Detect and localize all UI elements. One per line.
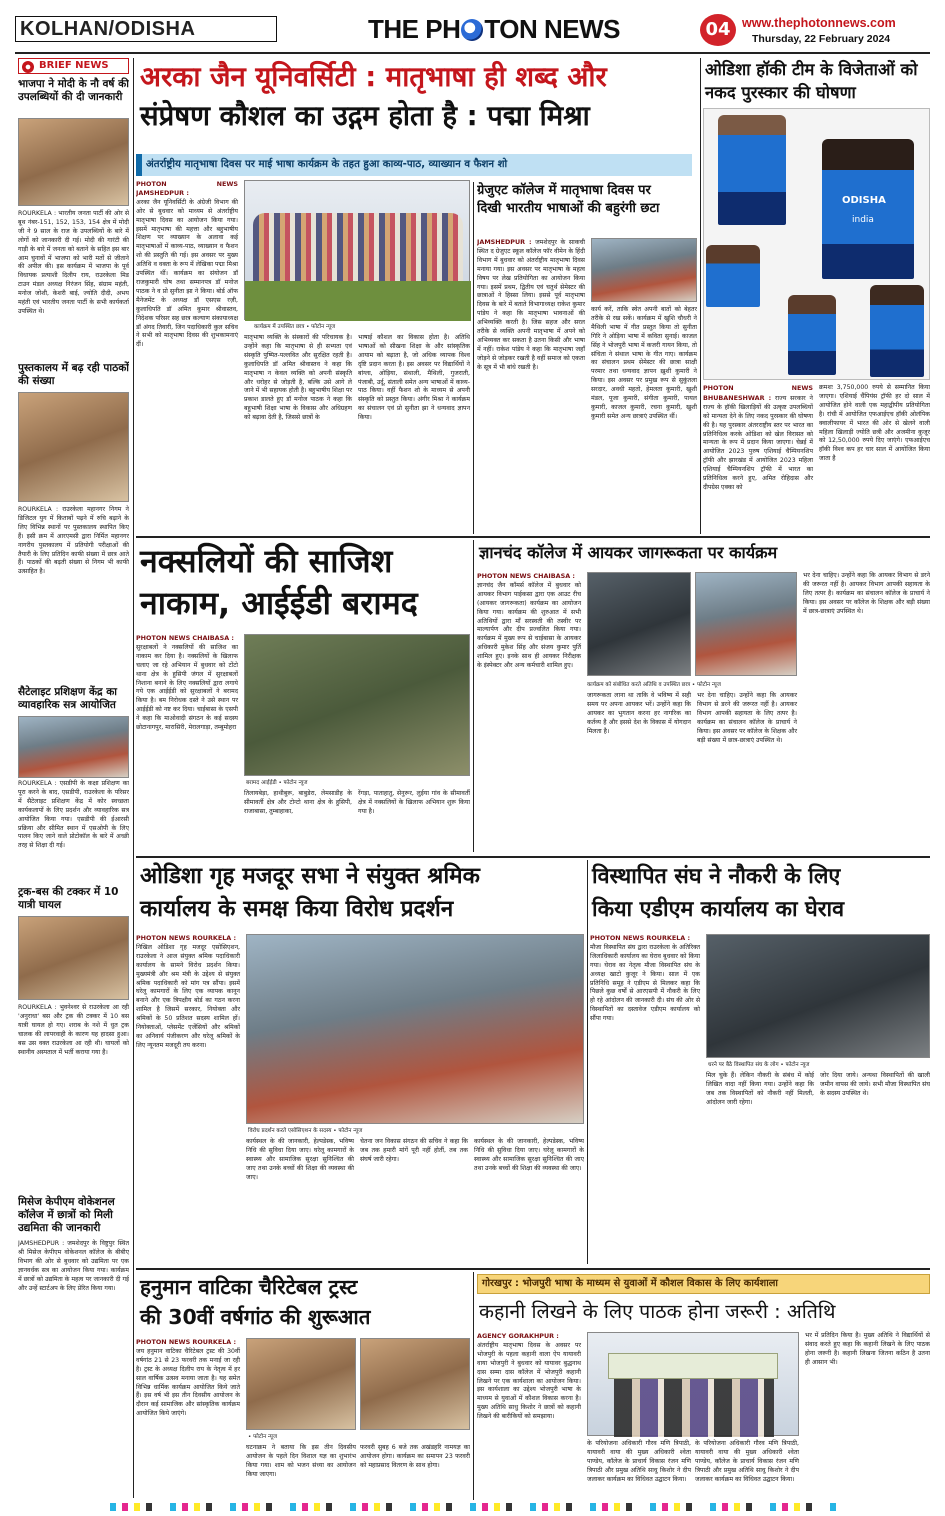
section-label: KOLHAN/ODISHA (15, 16, 277, 42)
graduate-text-col2: कार्य करें, ताकि स्वेत अपनी बातों को बेहतर तरीके से रख सकें। कार्यक्रम में खुशि चौधरी ने मैथिली भाषा में गीत प्रस्तुत किया तो सुनीता गिरि ने ओड़िया भाषा में कविता सुनाई। काजल सिंह ने भोजपुरी भाषा में कजरी गायन किया, तो संचिता ने संथाल भाषा के गीत गाए। कार्यक्रम का संचालन प्रथम सेमेस्टर की छात्रा साक्षी परमार तथा धन्यवाद ज्ञापन ख़ुशी कुमारी ने किया। इस अवसर पर प्रमुख रूप से सुकुंतला सरदार, अवधी महतो, हेमलता कुमारी, खुशी मंडल, पूजा कुमारी, संगीता कुमारी, पायल कुमारी, काजल कुमारी, रचना कुमारी, खुशी कुमारी समेत अन्य छात्राएं उपस्थित थीं। (591, 306, 697, 420)
union-headline: ओडिशा गृह मजदूर सभा ने संयुक्त श्रमिक कार्यालय के समक्ष किया विरोध प्रदर्शन (140, 863, 480, 922)
brief-text: ROURKELA : भुवनेश्वर से राउरकेला आ रही 'अनुराधा' बस और ट्रक की टक्कर में 10 बस यात्री घायल हो गए। शराब के नशे में धुत ट्रक चालक की लापरवाही के कारण यह हादसा हुआ। बस उस वक्त राउरकेला आ रही थी। घायलों को स्थानीय अस्पताल में भर्ती कराया गया है। (18, 1004, 129, 1056)
jersey-text: ODISHA (842, 195, 886, 206)
lead-text-col2: मातृभाषा व्यक्ति के संस्कारों की परिचायक है। उन्होंने कहा कि मातृभाषा से ही सभ्यता एवं संस्कृति पुष्पित-पल्लवित और सुरक्षित रहती है। कुलाधिपति डॉ अमित श्रीवास्तव ने कहा कि मातृभाषा न केवल व्यक्ति को अपनी संस्कृति और धरोहर से जोड़ती है, बल्कि उसे आगे ले जाने में भी सहायक होती है। बहुभाषीय शिक्षा पर प्रकाश डालते हुए डॉ मनोज पाठक ने कहा कि बहुभाषी शिक्षा भाषा के विकास और अधिग्रहण को बढ़ावा देती है, जिससे छात्रों के (244, 334, 352, 422)
graduate-headline: ग्रेजुएट कॉलेज में मातृभाषा दिवस पर दिखी भारतीय भाषाओं की बहुरंगी छटा (477, 183, 660, 216)
website[interactable]: www.thephotonnews.com (742, 16, 896, 30)
naxal-photo (244, 634, 470, 776)
income-tax-story (477, 540, 930, 852)
hanuman-photo-caption: • फोटोन न्यूज (248, 1432, 468, 1442)
naxal-text-col3: रेंगड़ा, पाताहातु, सेनुरूर, लुईया गांव के सीमावर्ती क्षेत्र में नक्सलियों के खिलाफ अभियान शुरू किया गया है। (358, 790, 470, 815)
income-tax-photo-2 (695, 572, 797, 676)
displaced-photo-caption: धरने पर बैठे विस्थापित संघ के लोग • फोटोन न्यूज (708, 1060, 930, 1070)
column-divider (473, 1272, 474, 1500)
player-figure (870, 285, 924, 377)
naxal-headline: नक्सलियों की साजिश नाकाम, आईईडी बरामद (140, 542, 418, 622)
income-tax-byline: PHOTON NEWS CHAIBASA : (477, 572, 575, 580)
photon-logo-icon (461, 19, 483, 41)
masthead-divider (15, 52, 930, 54)
brief-item-5 (18, 1196, 129, 1498)
gorakhpur-photo (587, 1332, 799, 1436)
income-tax-text-col2: जागरूकता लाना था ताकि वे भविष्य में सही समय पर अपना आयकर भरें। उन्होंने कहा कि आयकर का भुगतान करना हर नागरिक का कर्तव्य है और इससे देश के विकास में योगदान मिलता है। (587, 692, 691, 735)
union-text-col1: निखिल ओडिशा गृह मजदूर एसोसिएशन, राउरकेला ने आज संयुक्त श्रमिक पदाधिकारी कार्यालय के सामने विरोध प्रदर्शन किया। मुख्यमंत्री और श्रम मंत्री के उद्देश्य से संयुक्त श्रमिक पदाधिकारी को मांग पत्र सौंपा। इसमें घरेलू कामगारों के लिए एक व्यापक कानून बनाने और एक त्रिपक्षीय बोर्ड का गठन करना शामिल है जिसमें सरकार, नियोक्ता और श्रमिकों के 50 प्रतिशत सदस्य शामिल हों। नियोक्ताओं, प्लेसमेंट एजेंसियों और श्रमिकों का अनिवार्य पंजीकरण और घरेलू श्रमिकों के लिए न्यूनतम मजदूरी तय करना। (136, 943, 240, 1049)
brief-item-4 (18, 886, 129, 1226)
displaced-text-col2: मिल चुके हैं। लेकिन नौकरी के संबंध में कोई लिखित वादा नहीं किया गया। उन्होंने कहा कि जब तक विस्थापितों को नौकरी नहीं मिलती, आंदोलन जारी रहेगा। (706, 1072, 814, 1106)
income-tax-text-col1: ज्ञानचंद जैन कॉमर्स कॉलेज में बुधवार को आयकर विभाग पाईकसा द्वारा एक आउट रीच (आयकर जागरूकता) कार्यक्रम का आयोजन किया गया। कार्यक्रम की शुरुआत में सभी अतिथियों द्वारा माँ सरस्वती की तस्वीर पर माल्यार्पण और दीप प्रज्वलित किया गया। कार्यक्रम में मुख्य रूप से चाईबासा के आयकर अधिकारी मुकेश सिंह और संजय कुमार पुर्ति शामिल हुए। इनके साथ ही आयकर निरीक्षक के इंस्पेक्टर और अन्य कर्मचारी शामिल हुए। (477, 581, 581, 670)
brief-title: पुस्तकालय में बढ़ रही पाठकों की संख्या (18, 362, 129, 387)
brief-photo (18, 118, 129, 206)
hanuman-text-col1: जय हनुमान वाटिका चैरिटेबल ट्रस्ट की 30वीं वर्षगांठ 21 से 23 फरवरी तक मनाई जा रही है। ट्रस्ट के अध्यक्ष दिलीप राय के नेतृत्व में हर साल वार्षिक उत्सव मनाया जाता है। यह समेत विभिन्न धार्मिक कार्यक्रम आयोजित किये जाते हैं। इस वर्ष भी इस तीन दिवसीय आयोजन के दौरान कई सामाजिक और सांस्कृतिक कार्यक्रम आयोजित किये जाएंगे। (136, 1347, 240, 1418)
gorakhpur-byline: AGENCY GORAKHPUR : (477, 1332, 559, 1340)
gorakhpur-text-col4: भर में प्रतिदिन किया है। मुख्य अतिथि ने विद्यार्थियों से संवाद करते हुए कहा कि कहानी लिखने के लिए पाठक होना जरूरी है। कहानी लिखना जितना कठिन है उतना ही आसान भी। (805, 1332, 930, 1366)
graduate-story (477, 182, 697, 534)
column-divider (473, 182, 474, 534)
naxal-story (136, 540, 470, 858)
player-figure (822, 139, 914, 279)
column-divider (700, 58, 701, 534)
union-text-col4: कार्यस्थल के की जानकारी, हेल्पडेस्क, भविष्य निधि की सुविधा दिया जाए। घरेलू कामगारों के स्वास्थ्य और सामाजिक सुरक्षा सुनिश्चित की जाए तथा उनके बच्चों की शिक्षा की व्यवस्था की जाए। (474, 1138, 584, 1172)
brief-news-column (18, 58, 129, 1498)
gorakhpur-text-col2: के परियोजना अधिकारी गौरव मणि त्रिपाठी, यायावरी वाया की मुख्य अधिकारी श्वेता पाण्डेय, कॉलेज के प्राचार्य विकास रंजन मणि त्रिपाठी और प्रमुख अतिथि साधु किशोर ने दीप जलाकर कार्यक्रम का विधिवत उद्घाटन किया। (587, 1440, 691, 1483)
hockey-photo (703, 108, 930, 380)
jersey-text: india (852, 215, 874, 225)
union-photo-caption: विरोध प्रदर्शन करते एसोसिएशन के सदस्य • फोटोन न्यूज (248, 1126, 584, 1136)
masthead (0, 0, 945, 52)
player-figure (788, 295, 836, 375)
gorakhpur-text-col3: के परियोजना अधिकारी गौरव मणि त्रिपाठी, यायावरी वाया की मुख्य अधिकारी श्वेता पाण्डेय, कॉलेज के प्राचार्य विकास रंजन मणि त्रिपाठी और प्रमुख अतिथि साधु किशोर ने दीप जलाकर कार्यक्रम का विधिवत उद्घाटन किया। (695, 1440, 799, 1483)
income-tax-photo-1 (587, 572, 691, 676)
section-divider (136, 856, 930, 858)
issue-date: Thursday, 22 February 2024 (752, 33, 891, 45)
hockey-story (703, 58, 930, 534)
graduate-photo (591, 238, 697, 302)
gorakhpur-kicker: गोरखपुर : भोजपुरी भाषा के माध्यम से युवाओं में कौशल विकास के लिए कार्यशाला (477, 1274, 930, 1294)
color-registration-strip (110, 1503, 840, 1511)
union-text-col3: चेतना जन विकास संगठन की सचिव ने कहा कि जब तक हमारी मांगें पूरी नहीं होतीं, तब तक संघर्ष जारी रहेगा। (360, 1138, 468, 1163)
column-divider (587, 860, 588, 1264)
section-divider (136, 1268, 930, 1270)
displaced-byline: PHOTON NEWS ROURKELA : (590, 934, 691, 942)
hanuman-text-col2: घटनाक्रम ने बताया कि इस तीन दिवसीय आयोजन के पहले दिन विशाल यज्ञ का शुभारंभ किया गया। शाम को भजन संध्या का आयोजन किया जाएगा। (246, 1444, 356, 1478)
page-number-badge: 04 (700, 14, 736, 46)
lead-headline: अरका जैन यूनिवर्सिटी : मातृभाषा ही शब्द और संप्रेषण कौशल का उद्गम होता है : पद्मा मिश्रा (140, 61, 607, 132)
lead-text-col1: अरका जैन यूनिवर्सिटी के अंग्रेजी विभाग की ओर से बुधवार को माध्यम से अंतर्राष्ट्रीय मातृभाषा दिवस का आयोजन किया गया। इसमें मातृभाषा की महत्ता और बहुभाषीय शिक्षण पर व्याख्यान के अलावा कई मातृभाषाओं में काव्य-पाठ, व्याख्यान व फैशन शो की प्रस्तुति की गई। इस अवसर पर मुख्य अतिथि व वक्ता के रूप में लेखिका पद्मा मिश्रा उपस्थित थीं। कार्यक्रम का संयोजन डॉ राजकुमारी घोष तथा सम्मानपत्र डॉ मनोज पाठक ने व प्रो सुनीता झा ने किया। बोर्ड ऑफ मैनेजमेंट के अध्यक्ष डॉ एसएस रज़ी, कुलाधिपति डॉ अमित कुमार श्रीवास्तव, निदेशक परिसर सह छात्र कल्याण संकायाध्यक्ष डॉ अंगद तिवारी, जिन पदाधिकारी कुल सचिव ने सभी को मातृभाषा दिवस की शुभकामनाएं दीं। (136, 198, 238, 349)
brief-item-2 (18, 362, 129, 718)
brief-text: ROURKELA : एसडीपी के कक्षा प्रशिक्षण का पूरा करने के बाद, एसडीपी, राउरकेला के परिसर में सैटेलाइट प्रशिक्षण केंद्र में कोर स्वच्छता कार्यकलापों के लिए प्रदर्शन और व्यावहारिक सत्र आयोजित किया गया। एसडीपी की ईआरसी प्रक्रिया और सीमित स्थान में एसओपी के लिए पालन किए जाने वाले प्रोटोकॉल के बारे में अच्छी तरह से शिक्षा दी गई। (18, 780, 129, 850)
player-figure (706, 245, 760, 307)
gorakhpur-story (477, 1272, 930, 1500)
lead-photo-caption: कार्यक्रम में उपस्थित छात्र • फोटोन न्यूज (254, 322, 470, 332)
section-divider (136, 536, 930, 538)
naxal-photo-caption: बरामद आईईडी • फोटोन न्यूज (246, 778, 470, 788)
gorakhpur-headline: कहानी लिखने के लिए पाठक होना जरूरी : अतिथि (479, 1300, 836, 1323)
lead-photo (244, 180, 470, 320)
hockey-text-col1: राज्य सरकार ने राज्य के हॉकी खिलाड़ियों की उत्कृष्ट उपलब्धियों को मान्यता देने के लिए नकद पुरस्कार की घोषणा की है। यह पुरस्कार अंतरराष्ट्रीय स्तर पर भारत का प्रतिनिधित्व करके ओडिशा को खेल विरासत को मान्यता के रूप में प्रदान किया जाएगा। चेन्नई में आयोजित 2023 पुरुष एशियाई चैम्पियनशिप ट्रॉफी और झारखंड में आयोजित 2023 महिला एशियाई चैम्पियनशिप ट्रॉफी में भारत का प्रतिनिधित्व करने हुए, अमित रोहिदास और दीपग्रेस एक्का को (703, 394, 813, 491)
displaced-photo (706, 934, 930, 1058)
column-divider (473, 540, 474, 852)
brief-title: सैटेलाइट प्रशिक्षण केंद्र का व्यावहारिक सत्र आयोजित (18, 686, 118, 711)
hanuman-headline: हनुमान वाटिका चैरिटेबल ट्रस्ट की 30वीं वर्षगांठ की शुरूआत (140, 1275, 371, 1329)
naxal-text-col2: तिलायबेड़ा, हाथीबुरू, बाबुडेरा, लेमसाडीह के सीमावर्ती क्षेत्र और टोन्टो थाना क्षेत्र के हुसिपी, राजाबासा, तुम्बाहाका, (244, 790, 352, 815)
brief-photo (18, 392, 129, 502)
union-photo (246, 934, 584, 1124)
displaced-text-col1: मौजा विस्थापित संघ द्वारा राउरकेला के अतिरिक्त जिलाधिकारी कार्यालय का घेराव बुधवार को किया गया। घेराव का नेतृत्व मौजा विस्थापित संघ के अध्यक्ष खाटो कुजूर ने किया। साल में एक प्रतिनिधि समूह ने एडीएम से मिलकर कहा कि पिछले कुछ वर्षों से आरएसपी में नौकरी के लिए हो रहे आंदोलन की जानकारी दी। संघ की ओर से विस्थापितों का दस्तावेज एडीएम कार्यालय को सौंपा गया। (590, 943, 700, 1023)
lead-left-column (136, 180, 472, 536)
hockey-headline: ओडिशा हॉकी टीम के विजेताओं को नकद पुरस्कार की घोषणा (705, 60, 918, 102)
union-byline: PHOTON NEWS ROURKELA : (136, 934, 237, 942)
brief-photo (18, 716, 129, 778)
lead-text-col3: भाषाई कौशल का विकास होता है। अतिथि भाषाओं को सीखना शिक्षा के और सांस्कृतिक आयाम को बढ़ाता है, जो अधिक व्यापक विश्व दृष्टि प्रदान करता है। इस अवसर पर विद्यार्थियों ने बांग्ला, ओड़िया, संथाली, मैथिली, गुजराती, पंजाबी, उर्दू, संताली समेत अन्य भाषाओं में काव्य-पाठ किया। वहीं फैशन शो के माध्यम से अपनी संस्कृति को प्रस्तुत किया। अंगीर मिश्रा ने कार्यक्रम का संचालन एवं प्रो सुनीता झा ने धन्यवाद ज्ञापन किया। (358, 334, 470, 422)
naxal-text-col1: सुरक्षाबलों ने नक्सलियों की साजिश का नाकाम कर दिया है। नक्सलियों के खिलाफ चलाए जा रहे अभियान में बुधवार को टोंटो थाना क्षेत्र के हुसिपी जंगल में सुरक्षाबलों निशाना बनाने के लिए नक्सलियों द्वारा लगाये गये एक आईईडी को सुरक्षाबलों ने बरामद किया है। बम निरोधक दस्ते ने उसे स्थान पर आईईडी को नष्ट कर दिया। चाईबासा के एसपी ने कहा कि माओवादी संगठन के कई सदस्य छोटानागपुर, मारासिरी, मेरालगाड़ा, तम्बुमोहरा (136, 643, 238, 732)
hanuman-photo-1 (246, 1338, 356, 1430)
graduate-byline: JAMSHEDPUR : (477, 238, 532, 246)
brief-text: ROURKELA : भारतीय जनता पार्टी की ओर से बूथ नंबर-151, 152, 153, 154 क्षेत्र में मोदी जी ने 9 साल के राज के उपलब्धियों के बारे में लोगों को जानकारी दी गई। मोदी की गारंटी की गाड़ी के बारे में जनता को बताने के सहित इस बार आम चुनावों में भाजपा को भारी मतों से जीताने की अपील की। इस कार्यक्रम में भाजपा के पूर्व विधायक प्रत्याशी दिलीप राय, राउरकेला मिड टाउन मंडल अध्यक्ष निरंजन सिंह, संग्राम महंती, मनोज जोशी, केशरी बाई, ज्योति दीदी, अभय महंती एवं भारतीय जनता पार्टी के सभी कार्यकर्ता उपस्थित थे। (18, 210, 129, 315)
hanuman-text-col3: फरवरी सुबह 6 बजे तक अखंडहरि नामयज्ञ का आयोजन होगा। कार्यक्रम का समापन 23 फरवरी को महाप्रसाद वितरण के साथ होगा। (360, 1444, 470, 1469)
union-text-col2: कार्यस्थल के की जानकारी, हेल्पडेस्क, भविष्य निधि की सुविधा दिया जाए। घरेलू कामगारों के स्वास्थ्य और सामाजिक सुरक्षा सुनिश्चित की जाए तथा उनके बच्चों की शिक्षा की व्यवस्था की जाए। (246, 1138, 354, 1181)
hanuman-photo-2 (360, 1338, 470, 1430)
brief-item-1 (18, 78, 129, 408)
brief-photo (18, 916, 129, 1000)
brief-text: ROURKELA : राउरकेला महानगर निगम ने डिजिटल युग में किताबों पढ़ने में रुचि बढ़ाने के लिए विभिन्न स्थानों पर पुस्तकालय स्थापित किए हैं। इसी क्रम में आरएमसी द्वारा निर्मित महानगर नागरीय पुस्तकालय में प्रतियोगी परीक्षाओं की तैयारी के लिए प्रतिदिन काफी संख्या में छात्र आते हैं। पाठकों की बढ़ती संख्या से निगम भी काफी उत्साहित है। (18, 506, 129, 576)
brief-logo-icon (22, 61, 34, 73)
displaced-text-col3: जोर दिया जाये। अन्यथा विस्थापितों की खाली जमीन वापस की जाये। सभी मौजा विस्थापित संघ के सदस्य उपस्थित थे। (820, 1072, 930, 1097)
income-tax-text-col3: भर देना चाहिए। उन्होंने कहा कि आयकर विभाग से डरने की जरूरत नहीं है। आयकर विभाग आपकी सहायता के लिए तत्पर है। कार्यक्रम का संचालन कॉलेज के प्राचार्य ने किया। इस अवसर पर कॉलेज के शिक्षक और बड़ी संख्या में छात्र-छात्राएं उपस्थित थे। (697, 692, 797, 744)
brief-news-label: BRIEF NEWS (18, 58, 129, 74)
income-tax-photo-caption: कार्यक्रम को संबोधित करते अतिथि व उपस्थित छात्र • फोटोन न्यूज (587, 680, 797, 690)
lead-byline: PHOTON NEWS JAMSHEDPUR : (136, 180, 238, 197)
gorakhpur-text-col1: अंतर्राष्ट्रीय मातृभाषा दिवस के अवसर पर भोजपुरी के पहला कहानी वाला ऐप यायावरी वाया भोजपुरी ने बुधवार को यायावर बुद्धनाथ दास सम्मा दास कॉलेज में भोजपुरी कहानी लिखने पर एक कार्यशाला का आयोजन किया। इस कार्यशाला का उद्देश्य भोजपुरी भाषा के माध्यम से युवाओं में कौशल विकास करना है। मुख्य अतिथि साधु किशोर ने छात्रों को कहानी लिखने की बारीकियों को समझाया। (477, 1341, 581, 1421)
income-tax-text-col4: भर देना चाहिए। उन्होंने कहा कि आयकर विभाग से डरने की जरूरत नहीं है। आयकर विभाग आपकी सहायता के लिए तत्पर है। कार्यक्रम का संचालन कॉलेज के प्राचार्य ने किया। इस अवसर पर कॉलेज के शिक्षक और बड़ी संख्या में छात्र-छात्राएं उपस्थित थे। (803, 572, 930, 615)
brief-title: भाजपा ने मोदी के नौ वर्ष की उपलब्धियों की दी जानकारी (18, 78, 129, 103)
column-divider (133, 58, 134, 1498)
paper-name: THE PH TON NEWS (368, 14, 620, 44)
hockey-text-col2: क्रमशः 3,750,000 रुपये से सम्मानित किया जाएगा। एशियाई चैंपियंस ट्रॉफी हर दो साल में आयोजित होने वाली एक महाद्वीपीय प्रतियोगिता है। रांची में आयोजित एफआईएच हॉकी ओलंपिक क्वालीफायर में भारत की ओर से खेलने वाली महिला खिलाड़ी ज्योति छत्री और अजमीना कुजूर को 12,50,000 रुपये दिए जाएंगे। एफआईएच हॉकी विश्व कप हर चार साल में आयोजित किया जाता है (819, 384, 930, 463)
brief-text: JAMSHEDPUR : जमशेदपुर के विष्टुपुर स्थित श्री मिसेज केपीएम वोकेशनल कॉलेज के बीबीए विभाग की ओर से बुधवार को उद्यमिता पर एक ज्ञानवर्धक सत्र का आयोजन किया गया। कार्यक्रम में छात्रों को उद्यमिता के महत्व पर जानकारी दी गई और उन्हें स्टार्टअप के लिए प्रेरित किया गया। (18, 1240, 129, 1292)
hanuman-byline: PHOTON NEWS ROURKELA : (136, 1338, 237, 1346)
displaced-story (590, 860, 930, 1264)
hanuman-story (136, 1272, 470, 1500)
income-tax-headline: ज्ञानचंद कॉलेज में आयकर जागरूकता पर कार्यक्रम (479, 543, 778, 562)
hockey-byline: PHOTON NEWS BHUBANESHWAR : (703, 384, 813, 402)
union-story (136, 860, 584, 1264)
brief-title: मिसेज केपीएम वोकेशनल कॉलेज में छात्रों को मिली उद्यमिता की जानकारी (18, 1196, 115, 1234)
brief-title: ट्रक-बस की टक्कर में 10 यात्री घायल (18, 886, 119, 911)
naxal-byline: PHOTON NEWS CHAIBASA : (136, 634, 234, 642)
displaced-headline: विस्थापित संघ ने नौकरी के लिए किया एडीएम कार्यालय का घेराव (592, 864, 845, 922)
graduate-text-col1: जमशेदपुर के साकची स्थित द ग्रेजुएट स्कूल कॉलेज फॉर वीमेन के हिंदी विभाग में बुधवार को अंतर्राष्ट्रीय मातृभाषा दिवस मनाया गया। इस अवसर पर मातृभाषा के महत्व विषय पर लेख प्रतियोगिता का आयोजन किया गया। इसमें प्रथम, द्वितीय एवं चतुर्थ सेमेस्टर की छात्राओं ने हिस्सा लिया। इससे पूर्व मातृभाषा दिवस के बारे में बताते विभागाध्यक्ष राकेश कुमार पांडेय ने कहा कि मातृभाषा भावनाओं की अभिव्यक्ति करती है। जिस सहज और सरल तरीके से व्यक्ति अपनी मातृभाषा में अपने को अभिव्यक्त कर सकता है उतना किसी और भाषा में नहीं। राकेश पांडेय ने कहा कि मातृभाषा जहाँ जोड़ने से जोड़कर रखती है वहीं समाज को एकता के सूत्र में भी बांधे रखती है। (477, 239, 585, 371)
lead-strap: अंतर्राष्ट्रीय मातृभाषा दिवस पर माई भाषा कार्यक्रम के तहत हुआ काव्य-पाठ, व्याख्यान व फैशन शो (136, 154, 692, 176)
player-figure (718, 115, 786, 225)
